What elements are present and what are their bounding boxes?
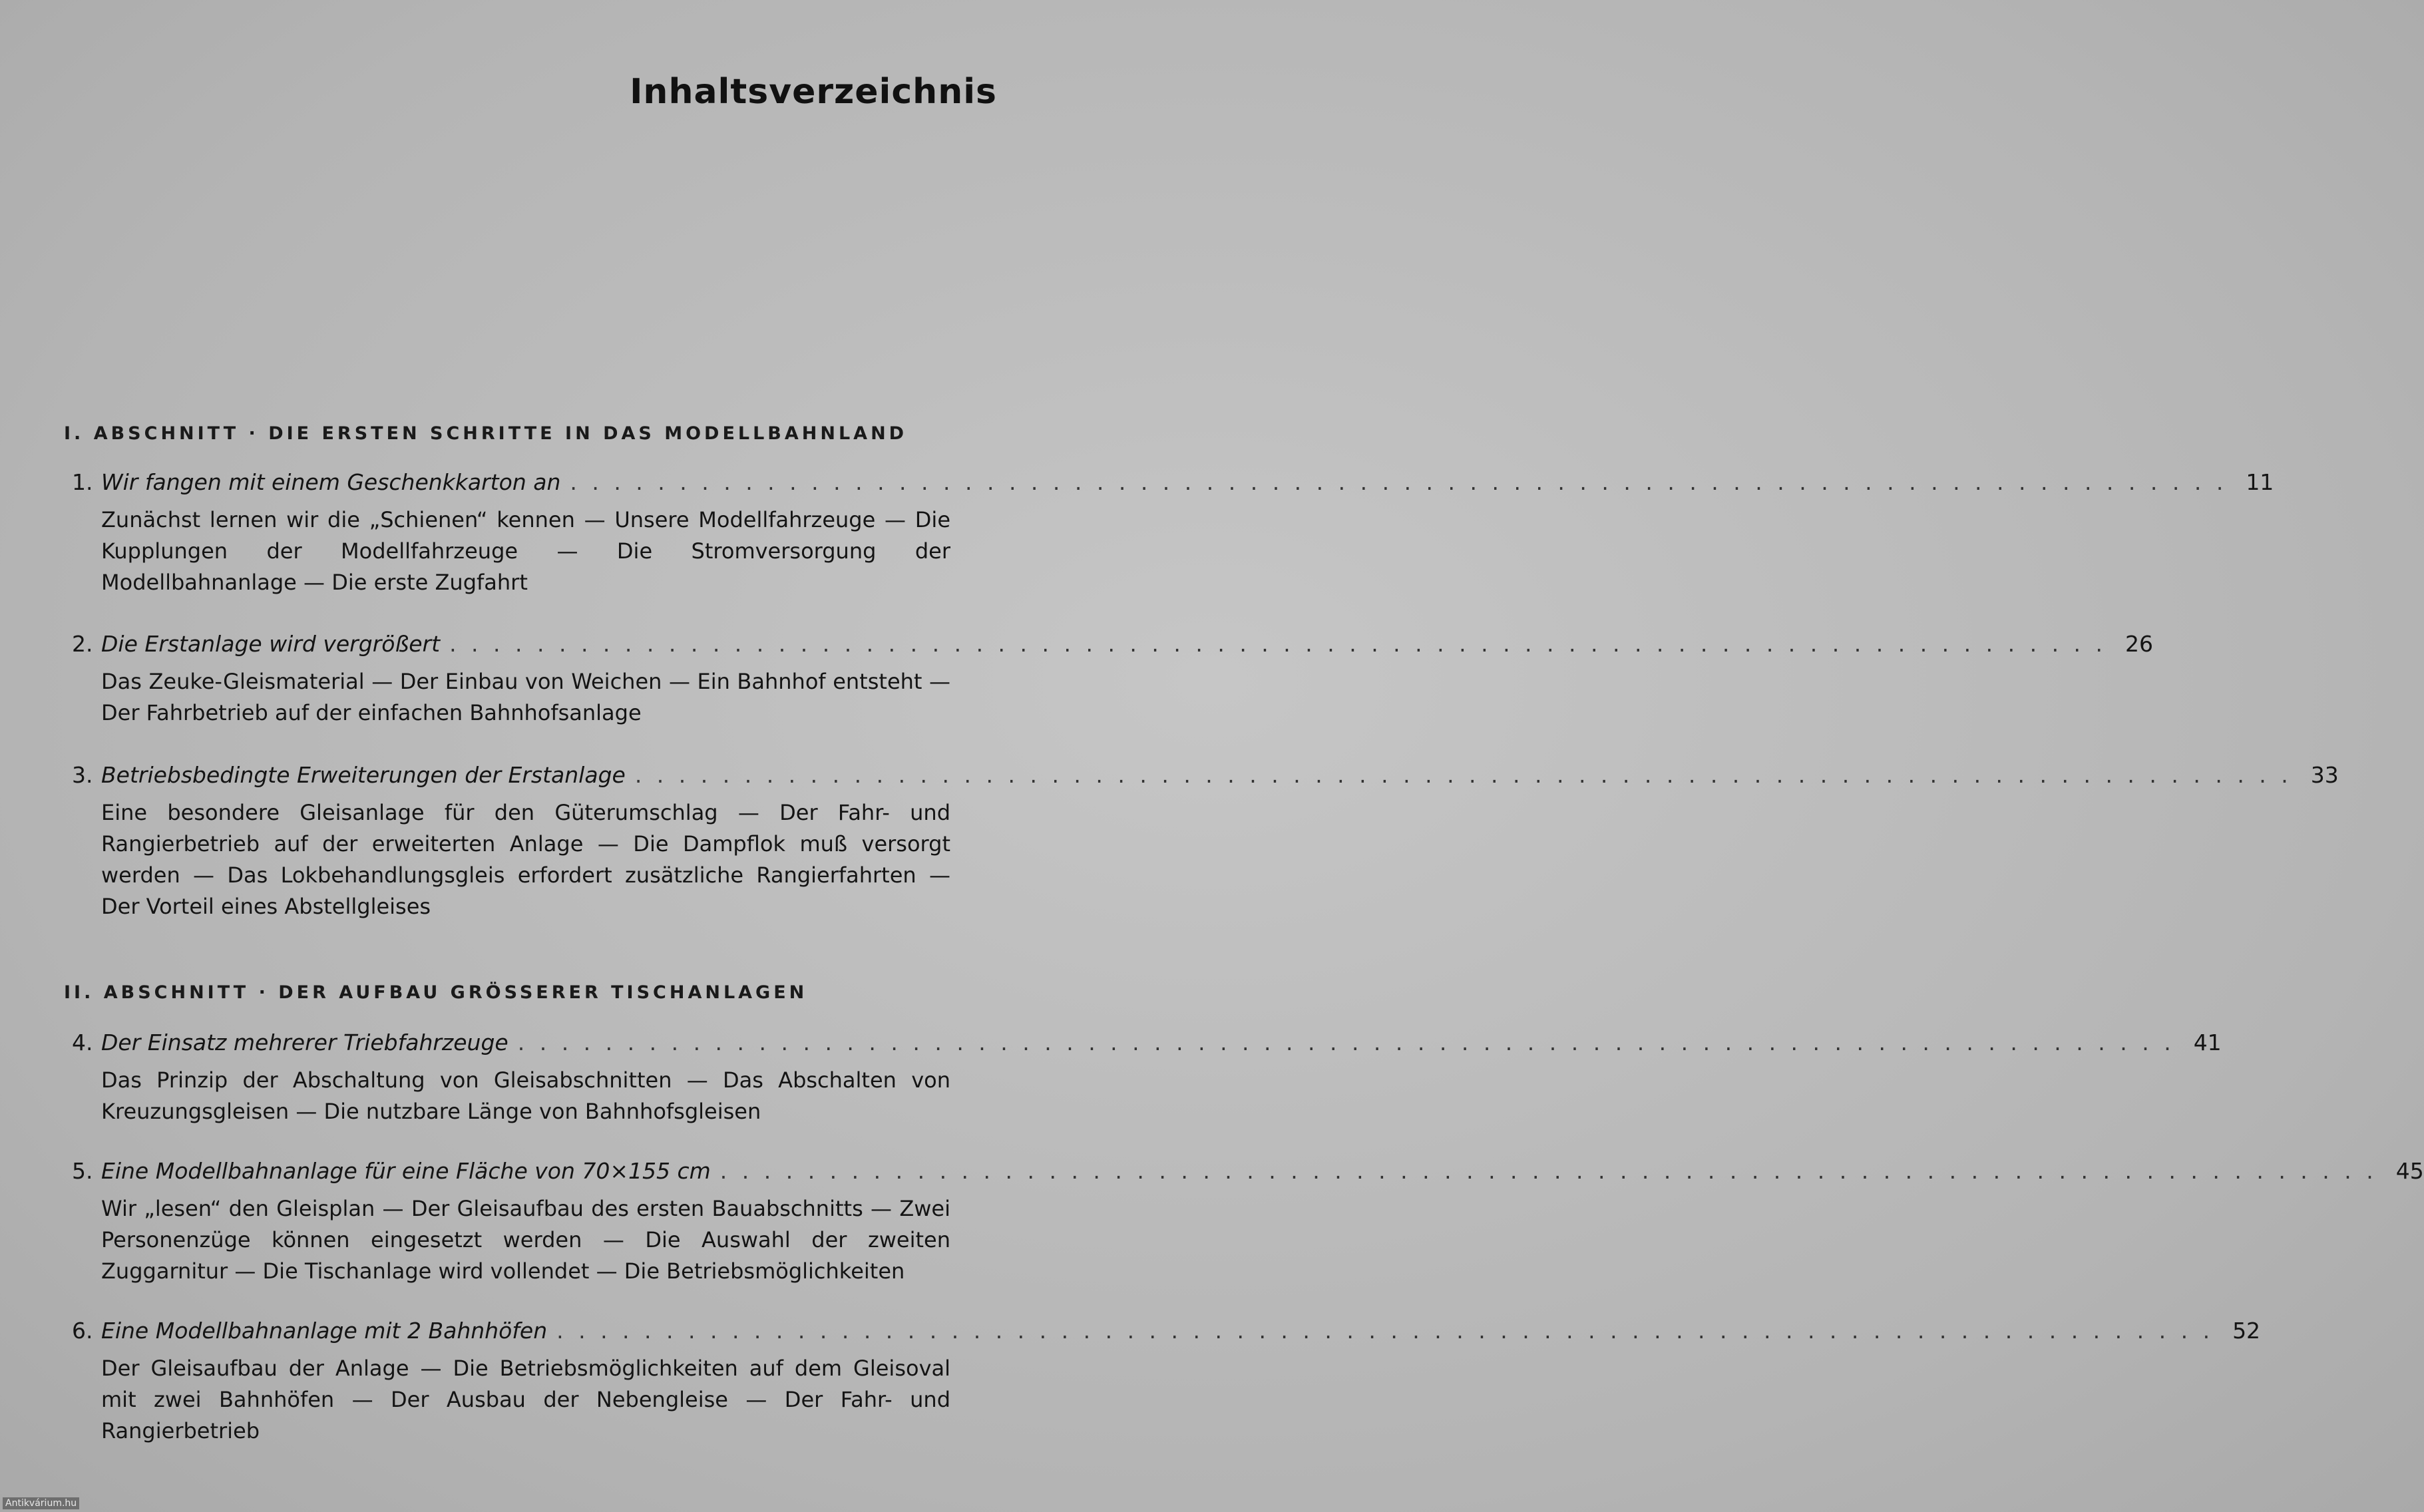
leader-dots: . . . . . . . . . . . . . . . . . . . . . . . . . . . . . . . . . . . . . . . . . . . . . . . . . . . . . . . . . . . . . . . . . . . . . . . . . . . . xyxy=(517,1030,2175,1055)
entry-number: 6. xyxy=(72,1318,93,1344)
entry-page-number: 52 xyxy=(2232,1318,2261,1344)
entry-title: Betriebsbedingte Erweiterungen der Erstanlage xyxy=(101,762,626,788)
entry-description: Der Gleisaufbau der Anlage — Die Betriebsmöglichkeiten auf dem Gleisoval mit zwei Bahnhöfen — Der Ausbau der Nebengleise — Der Fahr- und Rangierbetrieb xyxy=(101,1356,950,1443)
entry-page-number: 41 xyxy=(2193,1030,2222,1055)
entry-page-number: 33 xyxy=(2310,762,2339,788)
entry-description: Wir „lesen“ den Gleisplan — Der Gleisaufbau des ersten Bauabschnitts — Zwei Personenzüge können eingesetzt werden — Die Auswahl der zweiten Zuggarnitur — Die Tischanlage wird vollendet — Die Betriebsmöglichkeiten xyxy=(101,1196,950,1284)
leader-dots: . . . . . . . . . . . . . . . . . . . . . . . . . . . . . . . . . . . . . . . . . . . . . . . . . . . . . . . . . . . . . . . . . . . . . . . . . . . . xyxy=(719,1158,2377,1184)
leader-dots: . . . . . . . . . . . . . . . . . . . . . . . . . . . . . . . . . . . . . . . . . . . . . . . . . . . . . . . . . . . . . . . . . . . . . . . . . . . . xyxy=(556,1318,2214,1344)
toc-entry-2[interactable] xyxy=(72,629,2154,729)
entry-page-number: 11 xyxy=(2246,469,2274,495)
toc-entry-4[interactable] xyxy=(72,1028,2222,1127)
leader-dots: . . . . . . . . . . . . . . . . . . . . . . . . . . . . . . . . . . . . . . . . . . . . . . . . . . . . . . . . . . . . . . . . . . . . . . . . . . . . xyxy=(449,631,2107,657)
entry-number: 4. xyxy=(72,1030,93,1055)
entry-title: Eine Modellbahnanlage mit 2 Bahnhöfen xyxy=(101,1318,548,1344)
entry-number: 2. xyxy=(72,631,93,657)
entry-title: Wir fangen mit einem Geschenkkarton an xyxy=(101,469,561,495)
entry-page-number: 45 xyxy=(2395,1158,2424,1184)
leader-dots: . . . . . . . . . . . . . . . . . . . . . . . . . . . . . . . . . . . . . . . . . . . . . . . . . . . . . . . . . . . . . . . . . . . . . . . . . . . . xyxy=(634,762,2292,788)
entry-number: 1. xyxy=(72,469,93,495)
entry-page-number: 26 xyxy=(2125,631,2154,657)
page-title: Inhaltsverzeichnis xyxy=(630,72,997,112)
entry-description: Zunächst lernen wir die „Schienen“ kennen — Unsere Modellfahrzeuge — Die Kupplungen der Modellfahrzeuge — Die Stromversorgung der Modellbahnanlage — Die erste Zugfahrt xyxy=(101,507,950,595)
entry-description: Das Zeuke-Gleismaterial — Der Einbau von Weichen — Ein Bahnhof entsteht — Der Fahrbetrieb auf der einfachen Bahnhofsanlage xyxy=(101,669,950,725)
leader-dots: . . . . . . . . . . . . . . . . . . . . . . . . . . . . . . . . . . . . . . . . . . . . . . . . . . . . . . . . . . . . . . . . . . . . . . . . . . . . xyxy=(570,469,2228,495)
entry-description: Eine besondere Gleisanlage für den Güterumschlag — Der Fahr- und Rangierbetrieb auf der erweiterten Anlage — Die Dampflok muß versorgt werden — Das Lokbehandlungsgleis erfordert zusätzliche Rangierfahrten — Der Vorteil eines Abstellgleises xyxy=(101,800,950,919)
toc-entry-3[interactable] xyxy=(72,760,2339,922)
watermark: Antikvárium.hu xyxy=(3,1497,79,1509)
entry-number: 5. xyxy=(72,1158,93,1184)
entry-title: Der Einsatz mehrerer Triebfahrzeuge xyxy=(101,1030,508,1055)
entry-number: 3. xyxy=(72,762,93,788)
toc-entry-5[interactable] xyxy=(72,1156,2424,1287)
toc-entry-6[interactable] xyxy=(72,1316,2261,1447)
entry-title: Die Erstanlage wird vergrößert xyxy=(101,631,441,657)
entry-title: Eine Modellbahnanlage für eine Fläche von 70×155 cm xyxy=(101,1158,711,1184)
section-heading-1: I. ABSCHNITT · DIE ERSTEN SCHRITTE IN DAS MODELLBAHNLAND xyxy=(64,423,908,444)
toc-entry-1[interactable] xyxy=(72,467,2274,598)
entry-description: Das Prinzip der Abschaltung von Gleisabschnitten — Das Abschalten von Kreuzungsgleisen — Die nutzbare Länge von Bahnhofsgleisen xyxy=(101,1067,950,1124)
section-heading-2: II. ABSCHNITT · DER AUFBAU GRÖSSERER TISCHANLAGEN xyxy=(64,982,808,1003)
